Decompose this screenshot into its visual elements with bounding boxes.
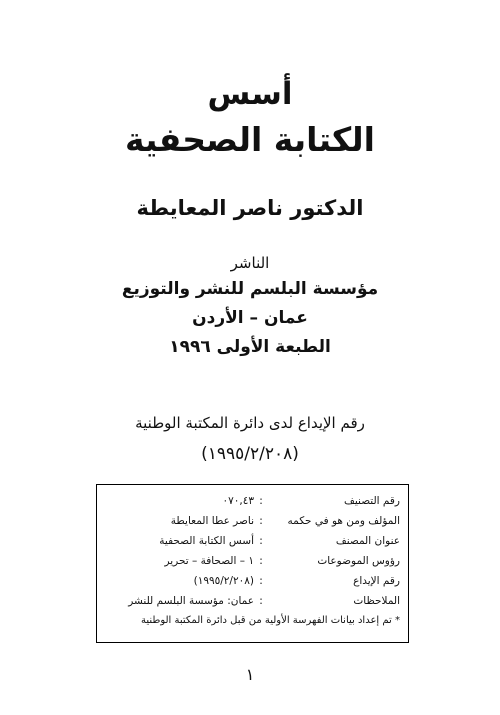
page-number: ١ [245, 665, 255, 684]
catalog-row [105, 531, 400, 551]
catalog-colon: : [259, 575, 263, 587]
catalog-value: (١٩٩٥/٢/٢٠٨) [193, 575, 254, 587]
catalog-label: رقم التصنيف [343, 495, 400, 507]
catalog-colon: : [259, 515, 263, 527]
title-line-1: أسس [207, 76, 293, 112]
catalog-value: ناصر عطا المعايطة [170, 515, 254, 527]
edition: الطبعة الأولى ١٩٩٦ [169, 337, 331, 357]
catalog-value: ١ – الصحافة – تحرير [164, 555, 254, 567]
catalog-value: ٠٧٠,٤٣ [222, 495, 254, 507]
catalog-row [105, 551, 400, 571]
catalog-label: رقم الإيداع [353, 575, 400, 587]
catalog-label: المؤلف ومن هو في حكمه [287, 515, 400, 527]
catalog-label: الملاحظات [353, 595, 400, 607]
catalog-value: أسس الكتابة الصحفية [159, 535, 254, 547]
deposit-statement: رقم الإيداع لدى دائرة المكتبة الوطنية [135, 414, 365, 432]
catalog-value: عمان: مؤسسة البلسم للنشر [128, 595, 254, 607]
catalog-colon: : [259, 495, 263, 507]
publisher-place: عمان – الأردن [192, 308, 308, 328]
catalog-colon: : [259, 535, 263, 547]
publisher-name: مؤسسة البلسم للنشر والتوزيع [121, 279, 379, 299]
title-line-2: الكتابة الصحفية [125, 120, 375, 159]
catalog-colon: : [259, 555, 263, 567]
publisher-label: الناشر [230, 254, 270, 272]
catalog-note: * تم إعداد بيانات الفهرسة الأولية من قبل دائرة المكتبة الوطنية [140, 615, 400, 626]
author-name: الدكتور ناصر المعايطة [136, 196, 364, 220]
deposit-number: (١٩٩٥/٢/٢٠٨) [201, 444, 299, 464]
catalog-row [105, 571, 400, 591]
catalog-row [105, 591, 400, 611]
catalog-row [105, 491, 400, 511]
catalog-label: رؤوس الموضوعات [317, 555, 400, 567]
catalog-row [105, 511, 400, 531]
catalog-colon: : [259, 595, 263, 607]
cataloging-box [96, 484, 409, 643]
catalog-label: عنوان المصنف [335, 535, 400, 547]
